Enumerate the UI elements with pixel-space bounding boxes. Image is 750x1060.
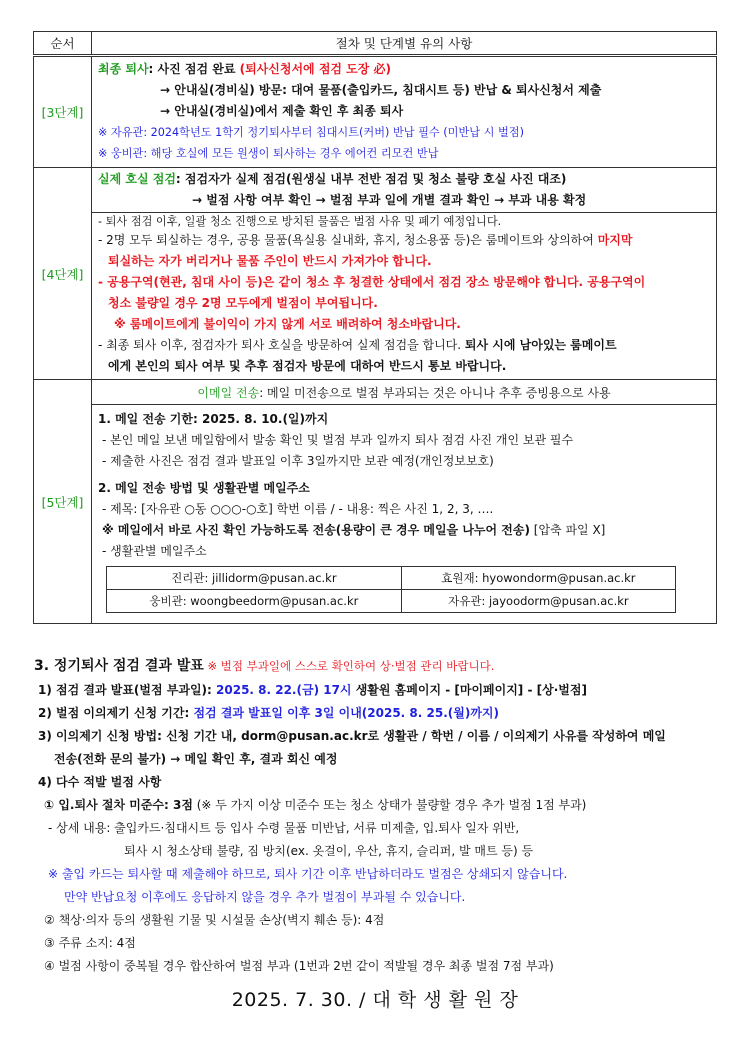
step4-bullet4: - 최종 퇴사 이후, 점검자가 퇴사 호실을 방문하여 실제 점검을 합니다. (98, 338, 465, 352)
step5-header (92, 380, 717, 405)
step4-line1: → 벌점 사항 여부 확인 → 벌점 부과 일에 개별 결과 확인 → 부과 내용 확정 (192, 193, 587, 207)
section-results (34, 653, 734, 978)
step5-s2-b2: - 생활관별 메일주소 (102, 544, 207, 558)
step3-title-note: (퇴사신청서에 점검 도장 必) (239, 62, 392, 76)
step3-note2: ※ 웅비관: 해당 호실에 모든 원생이 퇴사하는 경우 에어컨 리모컨 반납 (98, 147, 439, 160)
step5-row (34, 380, 717, 405)
table-header-row (34, 32, 717, 56)
step4-bullet3: - 공용구역(현관, 침대 사이 등)은 같이 청소 후 청결한 상태에서 점검 장소 방문해야 합니다. 공용구역이 (98, 275, 646, 289)
penalty1-note2: 만약 반납요청 이후에도 응답하지 않을 경우 추가 벌점이 부과될 수 있습니다. (64, 890, 466, 904)
step4-label: [4단계] (34, 168, 92, 380)
item3-line1: 3) 이의제기 신청 방법: 신청 기간 내, dorm@pusan.ac.kr로 생활관 / 학번 / 이름 / 이의제기 사유를 작성하여 메일 (38, 729, 666, 743)
step5-s2-title: 2. 메일 전송 방법 및 생활관별 메일주소 (98, 481, 310, 495)
step4-row (34, 168, 717, 213)
email-jilli: 진리관: jillidorm@pusan.ac.kr (107, 567, 402, 590)
item2-label: 2) 벌점 이의제기 신청 기간: (38, 706, 194, 720)
section3-note: ※ 벌점 부과일에 스스로 확인하여 상·벌점 관리 바랍니다. (203, 659, 495, 673)
step4-header (92, 168, 717, 213)
item3-line2: 전송(전화 문의 불가) → 메일 확인 후, 결과 회신 예정 (54, 752, 338, 766)
item1-location: 생활원 홈페이지 - [마이페이지] - [상·벌점] (351, 683, 587, 697)
step5-s1-b1: - 본인 메일 보낸 메일함에서 발송 확인 및 벌점 부과 일까지 퇴사 점검 사진 개인 보관 필수 (102, 433, 574, 447)
step4-bullet4-cont: 에게 본인의 퇴사 여부 및 추후 점검자 방문에 대하여 반드시 통보 바랍니다. (108, 359, 507, 373)
step3-row (34, 56, 717, 168)
step3-note1: ※ 자유관: 2024학년도 1학기 정기퇴사부터 침대시트(커버) 반납 필수 (미반납 시 벌점) (98, 126, 524, 139)
footer-signature: 2025. 7. 30. / 대 학 생 활 원 장 (231, 989, 519, 1011)
step4-details (92, 213, 717, 380)
penalty1-desc: (※ 두 가지 이상 미준수 또는 청소 상태가 불량할 경우 추가 벌점 1점 부과) (192, 798, 587, 812)
section3-title: 3. 정기퇴사 점검 결과 발표 (34, 658, 204, 674)
header-procedure: 절차 및 단계별 유의 사항 (92, 32, 717, 56)
item2-period: 점검 결과 발표일 이후 3일 이내(2025. 8. 25.(월)까지) (193, 706, 499, 720)
step3-title-desc: : 사진 점검 완료 (148, 62, 240, 76)
item4-title: 4) 다수 적발 벌점 사항 (38, 775, 162, 789)
step5-s1-b2: - 제출한 사진은 점검 결과 발표일 이후 3일까지만 보관 예정(개인정보보호) (102, 454, 494, 468)
step4-bullet2: - 2명 모두 퇴실하는 경우, 공용 물품(욕실용 실내화, 휴지, 청소용품 등)은 룸메이트와 상의하여 (98, 233, 598, 247)
step3-title: 최종 퇴사 (98, 62, 149, 76)
step5-s2-note-tail: [압축 파일 X] (529, 523, 606, 537)
penalty1-detail1: - 상세 내용: 출입카드·침대시트 등 입사 수령 물품 미반납, 서류 미제출, 입.퇴사 일자 위반, (48, 821, 520, 835)
step4-bullet2-red: 마지막 (597, 233, 633, 247)
step4-title: 실제 호실 점검 (98, 172, 176, 186)
step4-details-row (34, 213, 717, 380)
step4-bullet3-note: ※ 룸메이트에게 불이익이 가지 않게 서로 배려하여 청소바랍니다. (114, 317, 461, 331)
item1-date: 2025. 8. 22.(금) 17시 (216, 683, 352, 697)
penalty2: ② 책상·의자 등의 생활원 기물 및 시설물 손상(벽지 훼손 등): 4점 (44, 913, 385, 927)
step5-details (92, 405, 717, 624)
step4-bullet1: - 퇴사 점검 이후, 일괄 청소 진행으로 방치된 물품은 벌점 사유 및 폐기 예정입니다. (98, 215, 502, 228)
step4-bullet4-bold: 퇴사 시에 남아있는 룸메이트 (464, 338, 617, 352)
step4-title-desc: : 점검자가 실제 점검(원생실 내부 전반 점검 및 청소 불량 호실 사진 대조) (175, 172, 567, 186)
step5-title: 이메일 전송 (197, 385, 260, 400)
step5-title-desc: : 메일 미전송으로 벌점 부과되는 것은 아니나 추후 증빙용으로 사용 (259, 385, 611, 400)
penalty4: ④ 벌점 사항이 중복될 경우 합산하여 벌점 부과 (1번과 2번 같이 적발될 경우 최종 벌점 7점 부과) (44, 959, 554, 973)
procedure-table (33, 31, 717, 624)
step3-label: [3단계] (34, 56, 92, 168)
step3-content (92, 56, 717, 168)
email-jayoo: 자유관: jayoodorm@pusan.ac.kr (401, 590, 675, 613)
step5-s2-b1: - 제목: [자유관 ○동 ○○○-○호] 학번 이름 / - 내용: 찍은 사진 1, 2, 3, …. (102, 502, 494, 516)
penalty1-detail2: 퇴사 시 청소상태 불량, 짐 방치(ex. 옷걸이, 우산, 휴지, 슬리퍼, 발 매트 등) 등 (124, 844, 534, 858)
step4-bullet2-cont: 퇴실하는 자가 버리거나 물품 주인이 반드시 가져가야 합니다. (108, 254, 432, 268)
step5-s2-note: ※ 메일에서 바로 사진 확인 가능하도록 전송(용량이 큰 경우 메일을 나누어 전송) (102, 523, 530, 537)
penalty3: ③ 주류 소지: 4점 (44, 936, 136, 950)
step5-label: [5단계] (34, 380, 92, 624)
email-woongbee: 웅비관: woongbeedorm@pusan.ac.kr (107, 590, 402, 613)
step3-line1: → 안내실(경비실) 방문: 대여 물품(출입카드, 침대시트 등) 반납 & 퇴사신청서 제출 (160, 83, 602, 97)
section3-heading (34, 653, 734, 679)
item1-label: 1) 점검 결과 발표(벌점 부과일): (38, 683, 217, 697)
step5-details-row (34, 405, 717, 624)
header-order: 순서 (34, 32, 92, 56)
step5-s1-title: 1. 메일 전송 기한: 2025. 8. 10.(일)까지 (98, 412, 329, 426)
dorm-email-table (106, 566, 676, 613)
step3-line2: → 안내실(경비실)에서 제출 확인 후 최종 퇴사 (160, 104, 404, 118)
email-hyowon: 효원재: hyowondorm@pusan.ac.kr (401, 567, 675, 590)
penalty1-note1: ※ 출입 카드는 퇴사할 때 제출해야 하므로, 퇴사 기간 이후 반납하더라도 벌점은 상쇄되지 않습니다. (48, 867, 568, 881)
step4-bullet3-cont: 청소 불량일 경우 2명 모두에게 벌점이 부여됩니다. (108, 296, 378, 310)
penalty1-title: ① 입.퇴사 절차 미준수: 3점 (44, 798, 193, 812)
